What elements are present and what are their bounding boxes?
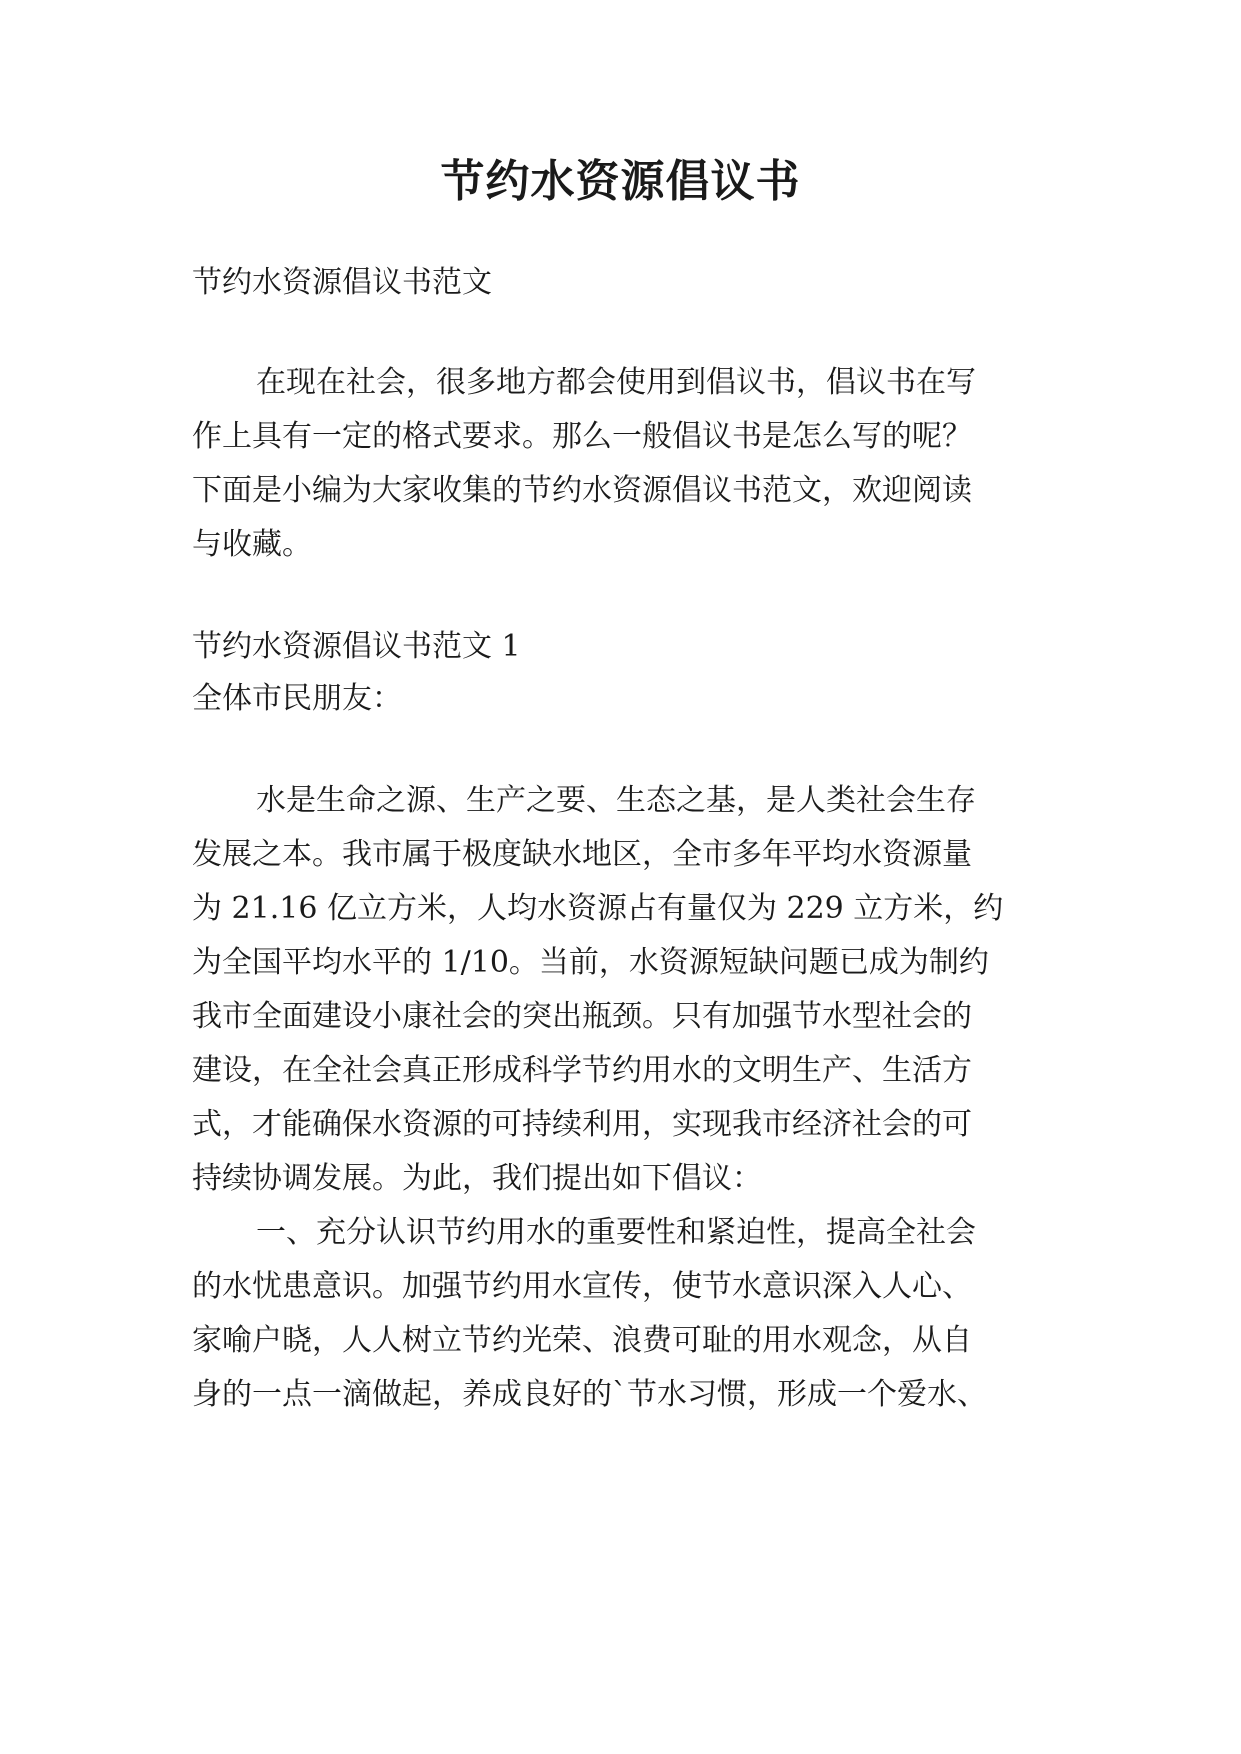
- body-line: 发展之本。我市属于极度缺水地区，全市多年平均水资源量: [192, 837, 972, 872]
- body-line: 持续协调发展。为此，我们提出如下倡议：: [192, 1161, 762, 1196]
- intro-line: 下面是小编为大家收集的节约水资源倡议书范文，欢迎阅读: [192, 473, 972, 508]
- section-heading: 节约水资源倡议书范文 1: [192, 629, 521, 664]
- body-line: 的水忧患意识。加强节约用水宣传，使节水意识深入人心、: [192, 1269, 972, 1304]
- intro-line: 作上具有一定的格式要求。那么一般倡议书是怎么写的呢？: [192, 419, 972, 454]
- body-line: 我市全面建设小康社会的突出瓶颈。只有加强节水型社会的: [192, 999, 972, 1034]
- body-line: 水是生命之源、生产之要、生态之基，是人类社会生存: [256, 783, 976, 818]
- intro-line: 与收藏。: [192, 527, 312, 562]
- document-subtitle: 节约水资源倡议书范文: [192, 265, 492, 300]
- body-line: 家喻户晓，人人树立节约光荣、浪费可耻的用水观念，从自: [192, 1323, 972, 1358]
- body-line: 为 21.16 亿立方米，人均水资源占有量仅为 229 立方米，约: [192, 891, 1004, 926]
- body-line: 建设，在全社会真正形成科学节约用水的文明生产、生活方: [192, 1053, 972, 1088]
- body-line: 式，才能确保水资源的可持续利用，实现我市经济社会的可: [192, 1107, 972, 1142]
- salutation: 全体市民朋友：: [192, 681, 402, 716]
- document-title: 节约水资源倡议书: [440, 156, 801, 207]
- body-line: 身的一点一滴做起，养成良好的`节水习惯，形成一个爱水、: [192, 1377, 987, 1412]
- intro-line: 在现在社会，很多地方都会使用到倡议书，倡议书在写: [256, 365, 976, 400]
- body-line: 为全国平均水平的 1/10。当前，水资源短缺问题已成为制约: [192, 945, 989, 980]
- body-line: 一、充分认识节约用水的重要性和紧迫性，提高全社会: [256, 1215, 976, 1250]
